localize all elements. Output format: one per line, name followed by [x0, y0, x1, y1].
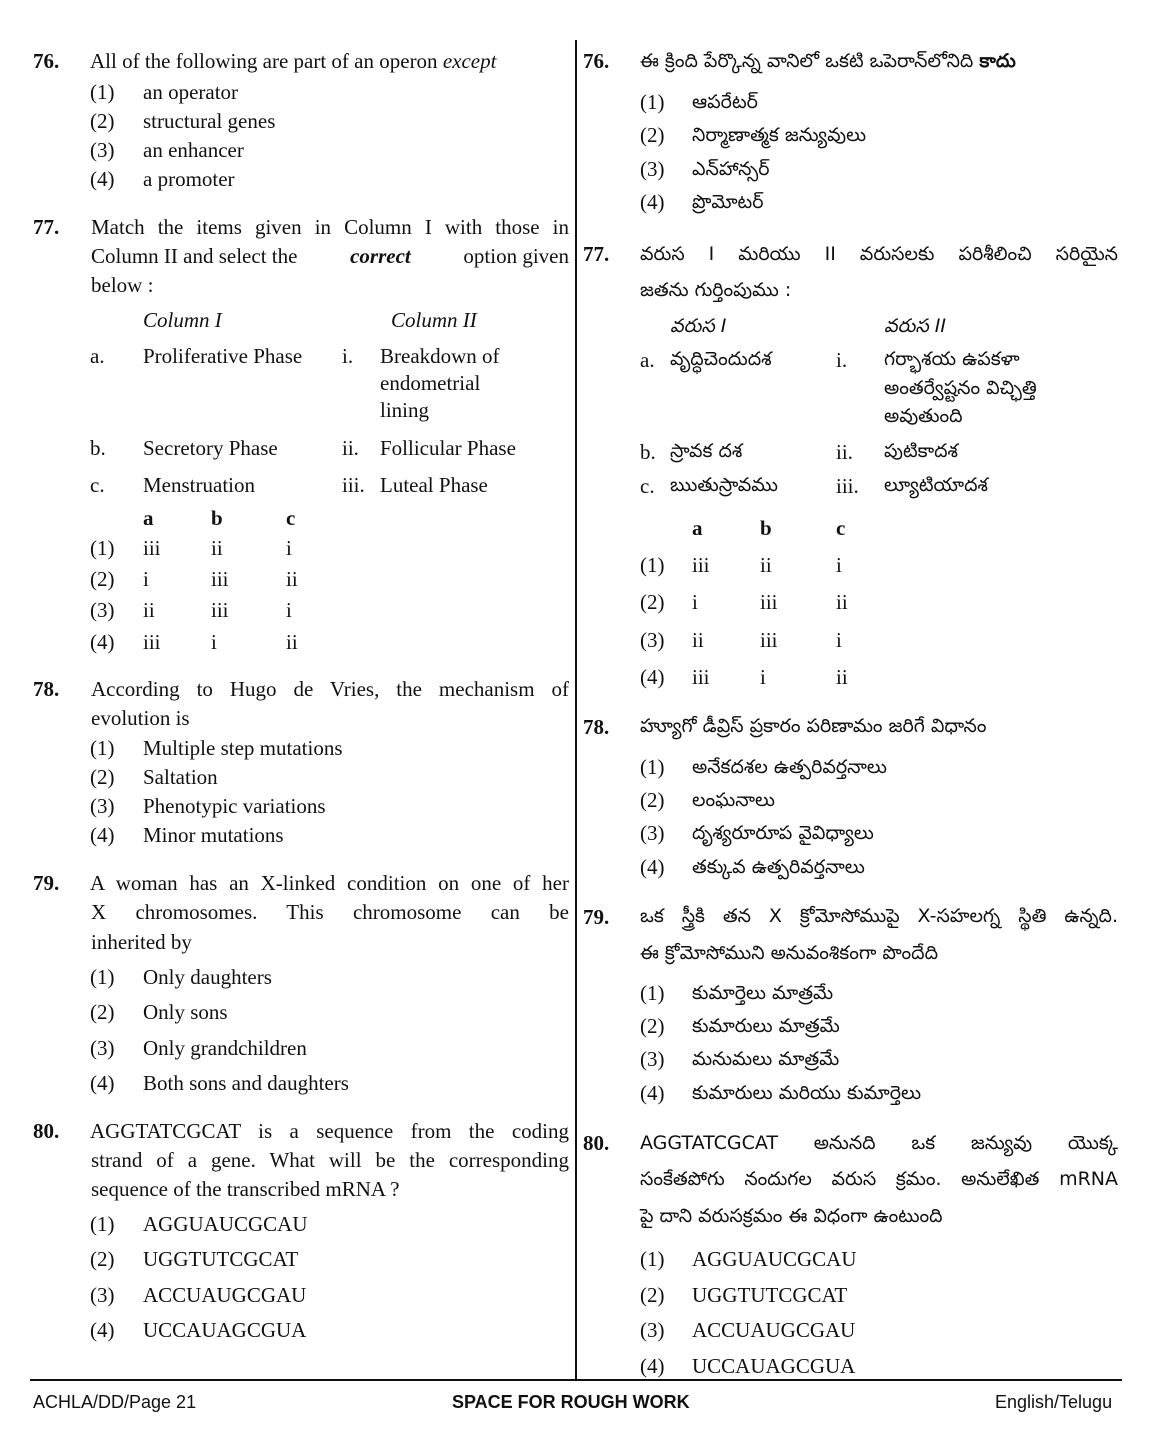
question-stem-line: Column II and select the correct option given: [91, 244, 569, 268]
option-number: (4): [90, 1318, 115, 1342]
option-text: UCCAUAGCGUA: [143, 1318, 307, 1342]
option-number: (1): [640, 755, 665, 779]
option-number: (4): [640, 665, 665, 689]
option-text: Only grandchildren: [143, 1036, 307, 1060]
option-text: మనుమలు మాత్రమే: [692, 1048, 840, 1070]
option-a: iii: [692, 553, 710, 577]
row-column-i: ఋతుస్రావము: [670, 474, 778, 496]
option-text: అనేకదశల ఉత్పరివర్తనాలు: [692, 756, 887, 778]
question-stem-line: పై దాని వరుసక్రమం ఈ విధంగా ఉంటుంది: [640, 1205, 943, 1227]
option-number: (2): [90, 1000, 115, 1024]
answer-header-b: b: [211, 506, 223, 530]
option-number: (1): [640, 1247, 665, 1271]
row-key: b.: [640, 440, 656, 464]
question-number: 78.: [33, 677, 60, 701]
option-text: ఆపరేటర్: [692, 91, 758, 113]
row-column-ii: అవుతుంది: [884, 405, 963, 427]
option-a: iii: [692, 665, 710, 689]
option-text: నిర్మాణాత్మక జన్యువులు: [692, 124, 867, 146]
option-number: (1): [90, 80, 115, 104]
answer-header-a: a: [692, 516, 703, 540]
option-c: i: [836, 628, 842, 652]
question-stem-line: inherited by: [91, 930, 192, 954]
question-number: 80.: [583, 1131, 610, 1155]
row-roman: iii.: [836, 474, 859, 498]
answer-header-c: c: [836, 516, 846, 540]
option-number: (2): [640, 1283, 665, 1307]
question-stem-line: జతను గుర్తింపుము :: [640, 279, 792, 301]
option-number: (3): [640, 157, 665, 181]
option-text: an enhancer: [143, 138, 244, 162]
option-number: (2): [90, 109, 115, 133]
option-text: దృశ్యరూరూప వైవిధ్యాలు: [692, 822, 874, 844]
option-c: i: [836, 553, 842, 577]
option-text: structural genes: [143, 109, 276, 133]
question-stem-line: strand of a gene. What will be the corresponding: [91, 1148, 569, 1172]
option-number: (1): [90, 736, 115, 760]
option-number: (3): [640, 1047, 665, 1071]
option-number: (3): [90, 794, 115, 818]
option-number: (1): [90, 1212, 115, 1236]
option-number: (3): [640, 821, 665, 845]
option-number: (1): [640, 553, 665, 577]
question-stem-line: ఈ క్రోమోసోముని అనువంశికంగా పొందేది: [640, 942, 938, 964]
option-c: ii: [286, 567, 298, 591]
question-stem: All of the following are part of an operon except: [90, 49, 497, 73]
option-a: iii: [143, 630, 161, 654]
row-column-ii: గర్భాశయ ఉపకళా: [884, 348, 1020, 370]
question-number: 77.: [33, 215, 60, 239]
option-text: Only daughters: [143, 965, 272, 989]
option-number: (4): [640, 1081, 665, 1105]
question-stem-line: below :: [91, 273, 154, 297]
column-header: వరుస II: [884, 315, 946, 337]
option-b: ii: [211, 536, 223, 560]
footer-rule: [30, 1379, 1122, 1381]
question-stem-line: According to Hugo de Vries, the mechanism of: [91, 677, 569, 701]
option-b: iii: [760, 590, 778, 614]
option-b: iii: [760, 628, 778, 652]
option-number: (3): [640, 628, 665, 652]
question-number: 76.: [33, 49, 60, 73]
option-b: iii: [211, 567, 229, 591]
footer-language: English/Telugu: [995, 1392, 1113, 1412]
option-number: (2): [90, 1247, 115, 1271]
option-text: Saltation: [143, 765, 218, 789]
question-stem-line: వరుస I మరియు II వరుసలకు పరిశీలించి సరియైన: [640, 243, 1118, 265]
option-c: ii: [836, 590, 848, 614]
option-c: ii: [286, 630, 298, 654]
question-number: 79.: [583, 905, 610, 929]
option-text: Minor mutations: [143, 823, 284, 847]
question-stem-line: A woman has an X-linked condition on one of her: [90, 871, 569, 895]
question-stem: ఈ క్రింది పేర్కొన్న వానిలో ఒకటి ఒపెరాన్‌లోనిది కాదు: [640, 50, 1016, 72]
option-c: i: [286, 598, 292, 622]
question-number: 80.: [33, 1119, 60, 1143]
option-a: ii: [143, 598, 155, 622]
question-stem-line: evolution is: [91, 706, 190, 730]
question-number: 79.: [33, 871, 60, 895]
option-number: (4): [90, 167, 115, 191]
option-text: ACCUAUGCGAU: [143, 1283, 307, 1307]
option-text: ప్రొమోటర్: [692, 191, 764, 213]
option-a: ii: [692, 628, 704, 652]
row-column-i: వృద్ధిచెందుదశ: [670, 348, 772, 370]
row-column-ii: ల్యూటియాదశ: [884, 474, 988, 496]
row-column-i: స్రావక దశ: [670, 440, 743, 462]
question-number: 77.: [583, 242, 610, 266]
option-number: (1): [90, 536, 115, 560]
option-number: (2): [90, 765, 115, 789]
question-stem-line: AGGTATCGCAT అనునది ఒక జన్యువు యొక్క: [640, 1132, 1118, 1154]
option-text: Multiple step mutations: [143, 736, 343, 760]
emphasis: except: [442, 49, 497, 73]
option-text: AGGUAUCGCAU: [143, 1212, 308, 1236]
question-stem-line: Match the items given in Column I with those in: [91, 215, 569, 239]
option-number: (4): [640, 1354, 665, 1378]
question-stem: హ్యూగో డీవ్రిస్ ప్రకారం పరిణామం జరిగే విధానం: [640, 715, 987, 737]
option-text: an operator: [143, 80, 239, 104]
option-number: (4): [640, 855, 665, 879]
footer-rough-work: SPACE FOR ROUGH WORK: [452, 1392, 690, 1412]
answer-header-a: a: [143, 506, 154, 530]
row-key: a.: [90, 344, 105, 368]
option-number: (4): [640, 190, 665, 214]
row-column-i: Secretory Phase: [143, 436, 278, 460]
row-column-i: Proliferative Phase: [143, 344, 303, 368]
option-number: (2): [640, 788, 665, 812]
option-text: కుమార్తెలు మాత్రమే: [692, 982, 834, 1004]
row-roman: ii.: [836, 440, 853, 464]
column-header: వరుస I: [670, 315, 727, 337]
row-key: c.: [90, 473, 105, 497]
option-text: లంఘనాలు: [692, 789, 775, 811]
row-key: a.: [640, 348, 655, 372]
question-stem-line: sequence of the transcribed mRNA ?: [91, 1177, 400, 1201]
row-column-i: Menstruation: [143, 473, 255, 497]
option-number: (2): [90, 567, 115, 591]
option-number: (4): [90, 1071, 115, 1095]
question-stem-line: సంకేతపోగు నందుగల వరుస క్రమం. అనులేఖిత mRNA: [640, 1168, 1118, 1190]
option-text: Both sons and daughters: [143, 1071, 349, 1095]
option-number: (1): [640, 90, 665, 114]
answer-header-c: c: [286, 506, 296, 530]
question-number: 76.: [583, 49, 610, 73]
column-header: Column I: [143, 308, 222, 332]
row-column-ii: Breakdown of: [380, 344, 500, 368]
row-column-ii: అంతర్వేష్టనం విచ్ఛిత్తి: [884, 377, 1037, 399]
row-column-ii: Follicular Phase: [380, 436, 516, 460]
answer-header-b: b: [760, 516, 772, 540]
option-number: (3): [90, 138, 115, 162]
option-number: (3): [640, 1318, 665, 1342]
option-a: iii: [143, 536, 161, 560]
question-number: 78.: [583, 715, 610, 739]
option-c: ii: [836, 665, 848, 689]
option-number: (2): [640, 590, 665, 614]
option-number: (2): [640, 123, 665, 147]
option-text: UCCAUAGCGUA: [692, 1354, 856, 1378]
row-key: b.: [90, 436, 106, 460]
row-column-ii: పుటికాదశ: [884, 440, 958, 462]
option-text: కుమారులు మరియు కుమార్తెలు: [692, 1082, 922, 1104]
option-number: (1): [640, 981, 665, 1005]
row-column-ii: endometrial: [380, 371, 481, 395]
option-text: ACCUAUGCGAU: [692, 1318, 856, 1342]
option-number: (4): [90, 823, 115, 847]
option-text: UGGTUTCGCAT: [692, 1283, 848, 1307]
option-text: AGGUAUCGCAU: [692, 1247, 857, 1271]
row-roman: i.: [342, 344, 354, 368]
option-number: (3): [90, 1036, 115, 1060]
option-b: i: [211, 630, 217, 654]
question-stem-line: X chromosomes. This chromosome can be: [91, 900, 569, 924]
option-text: కుమారులు మాత్రమే: [692, 1015, 840, 1037]
option-number: (2): [640, 1014, 665, 1038]
option-c: i: [286, 536, 292, 560]
emphasis: correct: [350, 244, 411, 268]
option-number: (4): [90, 630, 115, 654]
row-roman: i.: [836, 348, 848, 372]
option-text: Only sons: [143, 1000, 228, 1024]
row-column-ii: Luteal Phase: [380, 473, 488, 497]
option-b: iii: [211, 598, 229, 622]
option-text: ఎన్‌హాన్సర్: [692, 158, 770, 180]
question-stem-line: AGGTATCGCAT is a sequence from the coding: [90, 1119, 569, 1143]
option-text: a promoter: [143, 167, 235, 191]
column-header: Column II: [391, 308, 477, 332]
option-a: i: [143, 567, 149, 591]
footer-page-id: ACHLA/DD/Page 21: [33, 1392, 197, 1412]
option-text: UGGTUTCGCAT: [143, 1247, 299, 1271]
option-text: Phenotypic variations: [143, 794, 326, 818]
row-key: c.: [640, 474, 655, 498]
emphasis: కాదు: [979, 50, 1016, 72]
row-roman: ii.: [342, 436, 359, 460]
option-number: (3): [90, 1283, 115, 1307]
question-stem-line: ఒక స్త్రీకి తన X క్రోమోసోముపై X-సహలగ్న స్థితి ఉన్నది.: [640, 905, 1118, 927]
option-text: తక్కువ ఉత్పరివర్తనాలు: [692, 856, 865, 878]
option-number: (1): [90, 965, 115, 989]
column-divider: [575, 40, 577, 1380]
option-a: i: [692, 590, 698, 614]
option-b: ii: [760, 553, 772, 577]
option-number: (3): [90, 598, 115, 622]
row-roman: iii.: [342, 473, 365, 497]
option-b: i: [760, 665, 766, 689]
row-column-ii: lining: [380, 398, 430, 422]
